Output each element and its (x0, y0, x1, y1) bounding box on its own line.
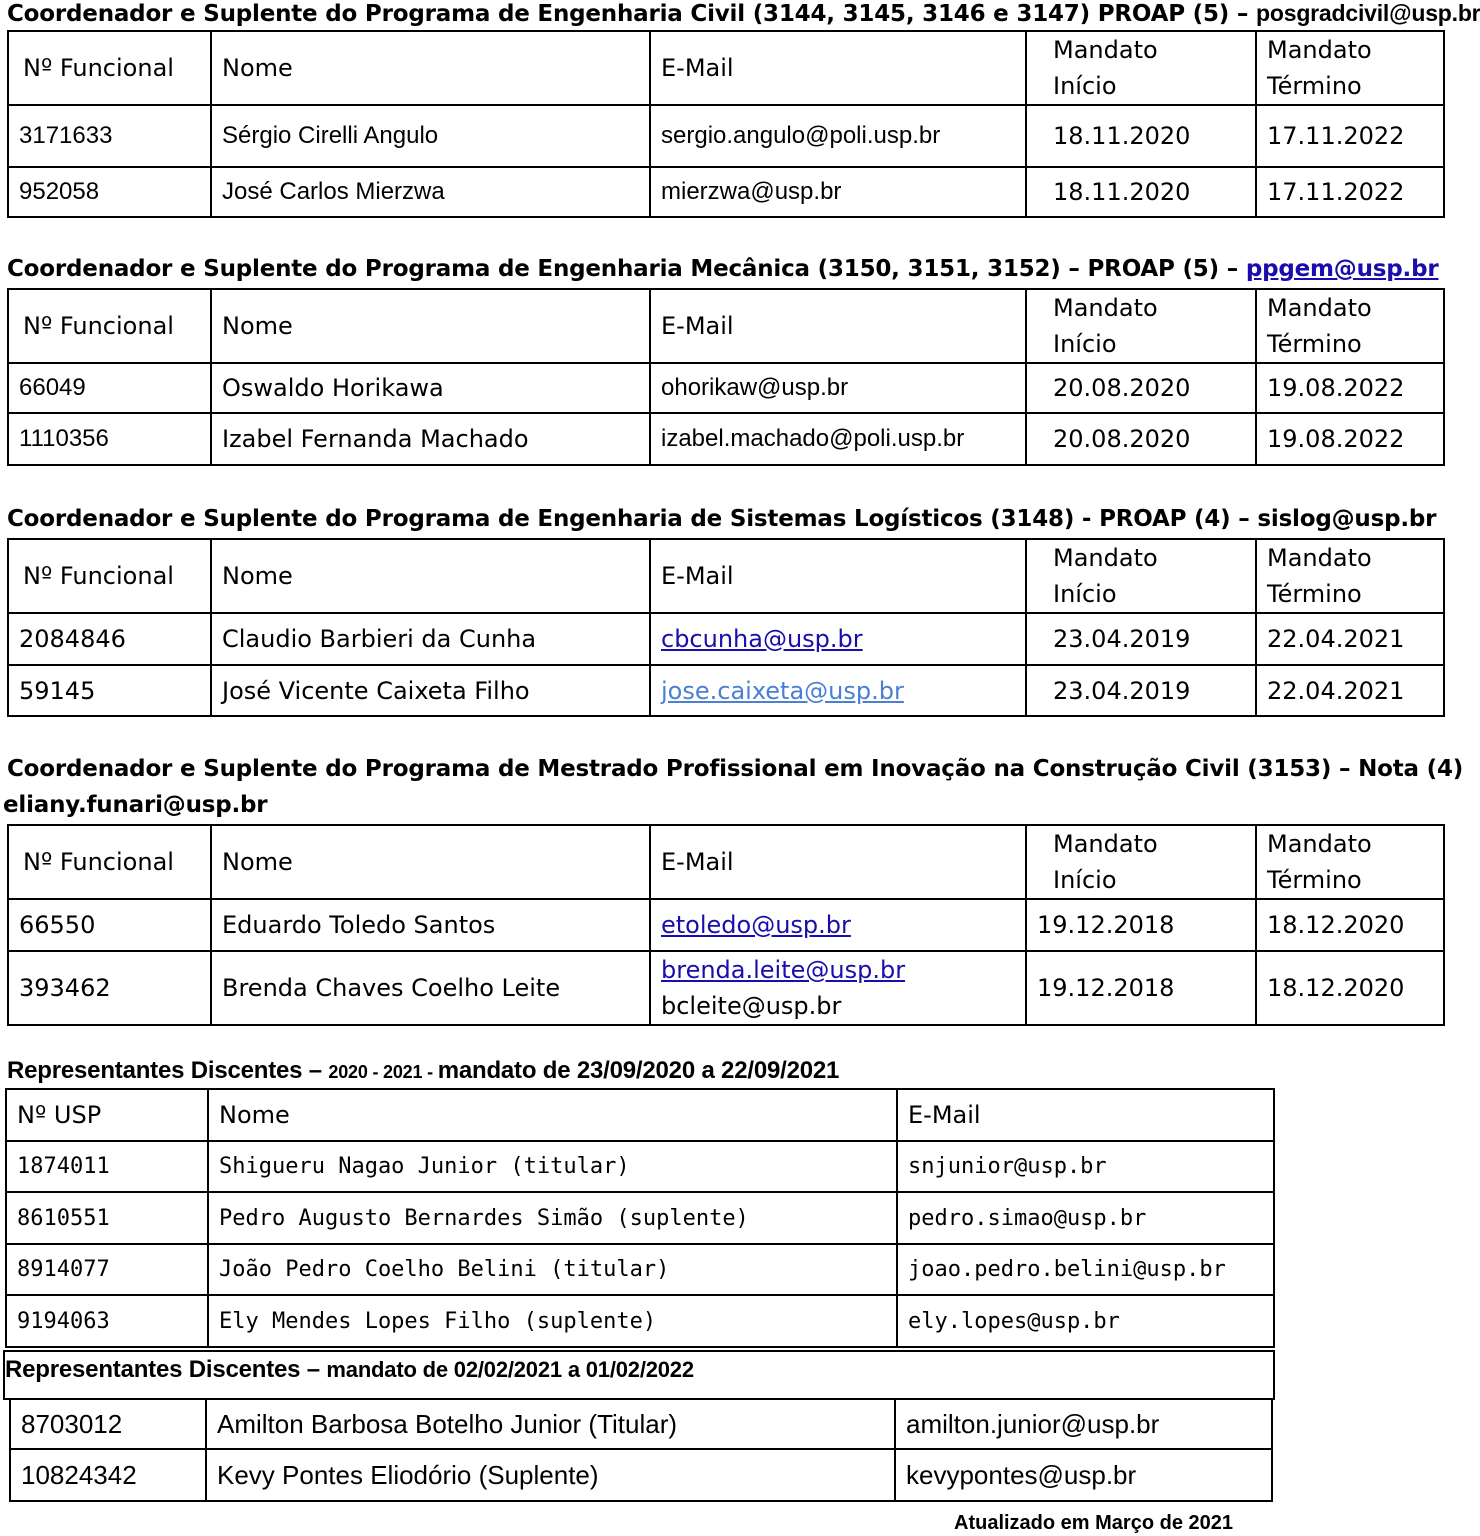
header-email: E-Mail (650, 31, 1026, 105)
table-civil (7, 30, 1445, 218)
cell-end: 22.04.2021 (1256, 665, 1444, 716)
cell-id: 8610551 (6, 1192, 208, 1244)
cell-start: 19.12.2018 (1026, 951, 1256, 1025)
table-row (10, 1399, 1272, 1449)
email-link[interactable]: brenda.leite@usp.br (661, 956, 906, 984)
cell-name: Brenda Chaves Coelho Leite (211, 951, 650, 1025)
cell-id: 10824342 (10, 1449, 206, 1501)
table-row (10, 1449, 1272, 1501)
header-termino: Mandato Término (1256, 825, 1444, 899)
cell-start: 23.04.2019 (1026, 665, 1256, 716)
table-row (8, 167, 1444, 217)
cell-id: 66049 (8, 363, 211, 413)
header-nome: Nome (211, 825, 650, 899)
section-mecanica-email[interactable]: ppgem@usp.br (1245, 256, 1439, 282)
table-header-row (8, 539, 1444, 613)
email-link[interactable]: jose.caixeta@usp.br (661, 676, 904, 705)
students-b-title: Representantes Discentes – mandato de 02/02/2021 a 01/02/2022 (5, 1356, 694, 1383)
cell-id: 66550 (8, 899, 211, 951)
cell-id: 952058 (8, 167, 211, 217)
email-link[interactable]: etoledo@usp.br (661, 911, 851, 939)
table-students-a (5, 1088, 1275, 1348)
header-inicio: Mandato Início (1026, 539, 1256, 613)
section-civil-title: Coordenador e Suplente do Programa de Engenharia Civil (3144, 3145, 3146 e 3147) PROAP (5) – posgradcivil@usp.br (7, 0, 1480, 27)
table-row (6, 1244, 1274, 1295)
cell-name: João Pedro Coelho Belini (titular) (208, 1244, 897, 1295)
header-nusp: Nº USP (6, 1089, 208, 1141)
table-row (6, 1295, 1274, 1347)
table-row (8, 613, 1444, 665)
cell-name: José Vicente Caixeta Filho (211, 665, 650, 716)
table-header-row (8, 31, 1444, 105)
cell-email: ely.lopes@usp.br (897, 1295, 1274, 1347)
cell-email (650, 951, 1026, 1025)
section-inovacao-title: Coordenador e Suplente do Programa de Mestrado Profissional em Inovação na Construção Civil (3153) – Nota (4) (7, 756, 1464, 782)
students-a-title: Representantes Discentes – 2020 - 2021 - mandato de 23/09/2020 a 22/09/2021 (7, 1057, 840, 1084)
cell-email: mierzwa@usp.br (650, 167, 1026, 217)
cell-end: 19.08.2022 (1256, 363, 1444, 413)
table-row (8, 413, 1444, 465)
cell-id: 8703012 (10, 1399, 206, 1449)
header-termino: Mandato Término (1256, 31, 1444, 105)
cell-name: Amilton Barbosa Botelho Junior (Titular) (206, 1399, 895, 1449)
cell-name: Pedro Augusto Bernardes Simão (suplente) (208, 1192, 897, 1244)
cell-name: Kevy Pontes Eliodório (Suplente) (206, 1449, 895, 1501)
header-email: E-Mail (650, 289, 1026, 363)
header-funcional: Nº Funcional (8, 825, 211, 899)
cell-start: 20.08.2020 (1026, 363, 1256, 413)
header-termino: Mandato Término (1256, 539, 1444, 613)
header-nome: Nome (211, 289, 650, 363)
header-email: E-Mail (650, 539, 1026, 613)
cell-email: joao.pedro.belini@usp.br (897, 1244, 1274, 1295)
cell-start: 18.11.2020 (1026, 167, 1256, 217)
section-civil-email: posgradcivil@usp.br (1256, 0, 1480, 26)
cell-email: snjunior@usp.br (897, 1141, 1274, 1192)
cell-start: 20.08.2020 (1026, 413, 1256, 465)
section-mecanica-title: Coordenador e Suplente do Programa de Engenharia Mecânica (3150, 3151, 3152) – PROAP (5) – ppgem@usp.br (7, 256, 1439, 282)
cell-email: amilton.junior@usp.br (895, 1399, 1272, 1449)
cell-name: Ely Mendes Lopes Filho (suplente) (208, 1295, 897, 1347)
cell-name: Izabel Fernanda Machado (211, 413, 650, 465)
header-inicio: Mandato Início (1026, 31, 1256, 105)
table-students-b (9, 1398, 1273, 1502)
cell-email (650, 665, 1026, 716)
header-email: E-Mail (897, 1089, 1274, 1141)
header-termino: Mandato Término (1256, 289, 1444, 363)
cell-end: 22.04.2021 (1256, 613, 1444, 665)
table-mecanica (7, 288, 1445, 466)
header-email: E-Mail (650, 825, 1026, 899)
cell-end: 19.08.2022 (1256, 413, 1444, 465)
footer-updated: Atualizado em Março de 2021 (954, 1512, 1233, 1534)
header-nome: Nome (211, 31, 650, 105)
cell-email: izabel.machado@poli.usp.br (650, 413, 1026, 465)
header-inicio: Mandato Início (1026, 825, 1256, 899)
cell-start: 18.11.2020 (1026, 105, 1256, 167)
cell-end: 17.11.2022 (1256, 167, 1444, 217)
section-inovacao-email: eliany.funari@usp.br (3, 792, 268, 818)
table-row (8, 363, 1444, 413)
cell-email: pedro.simao@usp.br (897, 1192, 1274, 1244)
header-nome: Nome (211, 539, 650, 613)
table-row (8, 899, 1444, 951)
cell-email: kevypontes@usp.br (895, 1449, 1272, 1501)
table-header-row (8, 289, 1444, 363)
table-row (8, 951, 1444, 1025)
section-logistica-title: Coordenador e Suplente do Programa de Engenharia de Sistemas Logísticos (3148) - PROAP (4) – sislog@usp.br (7, 506, 1437, 532)
cell-name: Oswaldo Horikawa (211, 363, 650, 413)
cell-email: sergio.angulo@poli.usp.br (650, 105, 1026, 167)
cell-id: 2084846 (8, 613, 211, 665)
table-row (6, 1141, 1274, 1192)
table-row (8, 665, 1444, 716)
cell-email (650, 613, 1026, 665)
header-inicio: Mandato Início (1026, 289, 1256, 363)
cell-email: ohorikaw@usp.br (650, 363, 1026, 413)
table-inovacao (7, 824, 1445, 1026)
table-header-row (8, 825, 1444, 899)
cell-id: 9194063 (6, 1295, 208, 1347)
email-link[interactable]: cbcunha@usp.br (661, 625, 863, 653)
cell-id: 59145 (8, 665, 211, 716)
cell-name: Shigueru Nagao Junior (titular) (208, 1141, 897, 1192)
cell-id: 1110356 (8, 413, 211, 465)
cell-end: 18.12.2020 (1256, 899, 1444, 951)
cell-end: 18.12.2020 (1256, 951, 1444, 1025)
cell-start: 23.04.2019 (1026, 613, 1256, 665)
cell-name: Claudio Barbieri da Cunha (211, 613, 650, 665)
table-row (8, 105, 1444, 167)
cell-end: 17.11.2022 (1256, 105, 1444, 167)
cell-email-secondary: bcleite@usp.br (661, 992, 842, 1020)
table-logistica (7, 538, 1445, 717)
header-funcional: Nº Funcional (8, 31, 211, 105)
header-funcional: Nº Funcional (8, 539, 211, 613)
cell-name: Sérgio Cirelli Angulo (211, 105, 650, 167)
cell-email (650, 899, 1026, 951)
header-funcional: Nº Funcional (8, 289, 211, 363)
header-nome: Nome (208, 1089, 897, 1141)
cell-start: 19.12.2018 (1026, 899, 1256, 951)
cell-id: 3171633 (8, 105, 211, 167)
cell-id: 1874011 (6, 1141, 208, 1192)
cell-id: 8914077 (6, 1244, 208, 1295)
cell-id: 393462 (8, 951, 211, 1025)
table-row (6, 1192, 1274, 1244)
table-header-row (6, 1089, 1274, 1141)
cell-name: Eduardo Toledo Santos (211, 899, 650, 951)
cell-name: José Carlos Mierzwa (211, 167, 650, 217)
